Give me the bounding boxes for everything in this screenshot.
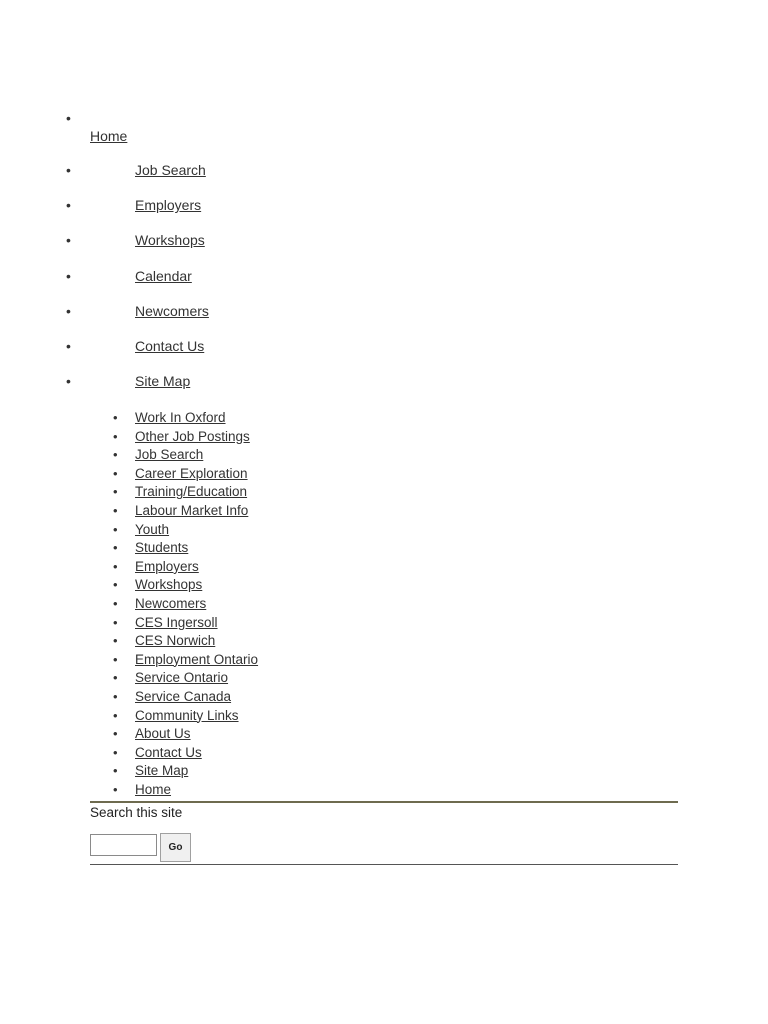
topnav-link-employers[interactable]: Employers: [135, 197, 202, 214]
topnav-link-newcomers[interactable]: Newcomers: [135, 302, 209, 319]
link-about-us[interactable]: About Us: [135, 726, 191, 742]
topnav-item-employers: [0, 189, 400, 224]
list-item: [0, 483, 400, 502]
list-item: [0, 651, 400, 670]
link-newcomers[interactable]: Newcomers: [135, 595, 207, 611]
link-contact-us[interactable]: Contact Us: [135, 744, 202, 760]
bullet: •: [113, 614, 118, 630]
list-item: [0, 539, 400, 558]
search-label: Search this site: [90, 805, 183, 820]
list-item: [0, 595, 400, 614]
bullet: •: [113, 651, 118, 667]
bullet: •: [113, 502, 118, 518]
bullet: •: [66, 110, 71, 126]
bullet: •: [113, 558, 118, 574]
bullet: •: [66, 337, 71, 354]
list-item: [0, 614, 400, 633]
list-item: [0, 502, 400, 521]
list-item: [0, 781, 400, 800]
topnav-link-home[interactable]: Home: [90, 128, 128, 144]
bullet: •: [113, 521, 118, 537]
bullet: •: [113, 726, 118, 742]
list-item: [0, 446, 400, 465]
topnav-link-job-search[interactable]: Job Search: [135, 162, 206, 178]
bullet: •: [113, 410, 118, 425]
bullet: •: [66, 197, 71, 214]
bullet: •: [113, 577, 118, 593]
list-item: [0, 632, 400, 651]
list-item: [0, 707, 400, 726]
link-labour-market-info[interactable]: Labour Market Info: [135, 502, 249, 518]
list-item: [0, 744, 400, 763]
link-service-ontario[interactable]: Service Ontario: [135, 670, 229, 686]
link-career-exploration[interactable]: Career Exploration: [135, 465, 248, 481]
bullet: •: [113, 428, 118, 444]
bullet: •: [113, 670, 118, 686]
link-employment-ontario[interactable]: Employment Ontario: [135, 651, 259, 667]
bullet: •: [113, 688, 118, 704]
link-work-in-oxford[interactable]: Work In Oxford: [135, 410, 226, 425]
link-service-canada[interactable]: Service Canada: [135, 688, 232, 704]
topnav-link-contact-us[interactable]: Contact Us: [135, 337, 205, 354]
link-other-job-postings[interactable]: Other Job Postings: [135, 428, 250, 444]
topnav-item-site-map: [0, 365, 400, 400]
search-input[interactable]: [90, 834, 157, 856]
bullet: •: [66, 267, 71, 284]
link-ces-ingersoll[interactable]: CES Ingersoll: [135, 614, 218, 630]
site-links-list: [0, 409, 400, 799]
link-youth[interactable]: Youth: [135, 521, 170, 537]
list-item: [0, 409, 400, 428]
bullet: •: [66, 373, 71, 390]
link-job-search[interactable]: Job Search: [135, 447, 204, 463]
list-item: [0, 725, 400, 744]
bullet: •: [113, 707, 118, 723]
link-home[interactable]: Home: [135, 781, 172, 797]
bullet: •: [113, 763, 118, 779]
link-workshops[interactable]: Workshops: [135, 577, 203, 593]
bullet: •: [113, 633, 118, 649]
link-community-links[interactable]: Community Links: [135, 707, 239, 723]
list-item: [0, 688, 400, 707]
list-item: [0, 558, 400, 577]
bullet: •: [66, 302, 71, 319]
topnav-item-home: [0, 110, 400, 154]
topnav-link-calendar[interactable]: Calendar: [135, 267, 192, 284]
bullet: •: [113, 465, 118, 481]
topnav-link-workshops[interactable]: Workshops: [135, 232, 205, 249]
topnav-link-site-map[interactable]: Site Map: [135, 373, 191, 390]
topnav-item-newcomers: [0, 295, 400, 330]
topnav-item-calendar: [0, 260, 400, 295]
bullet: •: [66, 232, 71, 249]
list-item: [0, 521, 400, 540]
bullet: •: [113, 744, 118, 760]
bullet: •: [113, 595, 118, 611]
link-students[interactable]: Students: [135, 540, 189, 556]
list-item: [0, 465, 400, 484]
search-go-button[interactable]: Go: [160, 833, 191, 862]
bullet: •: [66, 162, 71, 178]
list-item: [0, 576, 400, 595]
topnav-item-job-search: [0, 154, 400, 189]
link-training-education[interactable]: Training/Education: [135, 484, 248, 500]
link-ces-norwich[interactable]: CES Norwich: [135, 633, 216, 649]
search-section: [90, 801, 678, 865]
link-site-map[interactable]: Site Map: [135, 763, 189, 779]
bullet: •: [113, 540, 118, 556]
bullet: •: [113, 781, 118, 797]
bullet: •: [113, 484, 118, 500]
top-navigation: [0, 110, 400, 400]
list-item: [0, 428, 400, 447]
bullet: •: [113, 447, 118, 463]
link-employers[interactable]: Employers: [135, 558, 199, 574]
topnav-item-contact-us: [0, 330, 400, 365]
list-item: [0, 762, 400, 781]
list-item: [0, 669, 400, 688]
topnav-item-workshops: [0, 224, 400, 259]
